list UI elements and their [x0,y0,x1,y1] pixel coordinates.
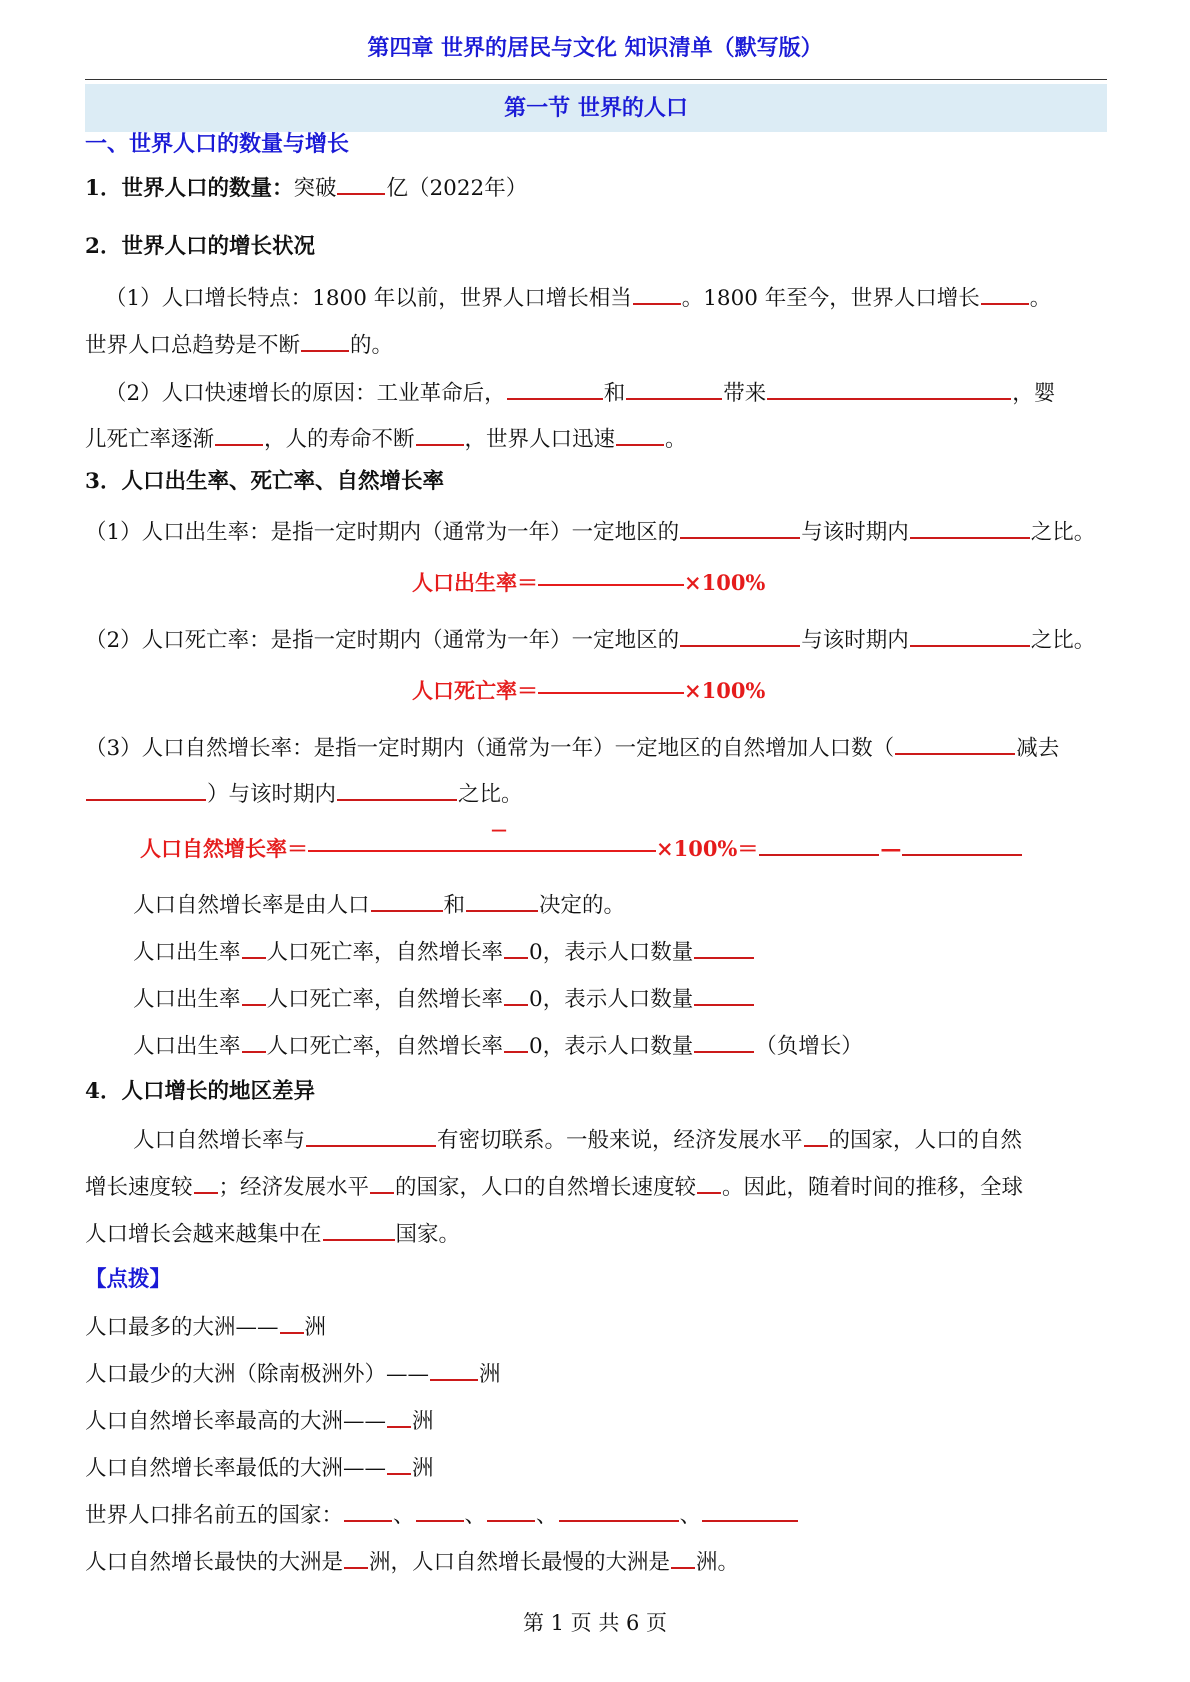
p34-line: 人口自然增长率是由人口 和 决定的。 [133,890,625,921]
birth-rate-formula: 人口出生率＝ ×100% [412,570,766,595]
fill-blank[interactable] [559,1500,679,1522]
p21-line1: （1）人口增长特点：1800 年以前，世界人口增长相当 。1800 年至今，世界人口增长 。 [105,283,1051,314]
fill-blank[interactable] [633,283,681,305]
fill-blank[interactable] [981,283,1029,305]
compare-line-3: 人口出生率 人口死亡率，自然增长率 0，表示人口数量 （负增长） [133,1031,863,1062]
item4-label: 4．人口增长的地区差异 [85,1079,315,1104]
fill-blank[interactable] [387,1453,411,1475]
fill-blank[interactable] [323,1219,395,1241]
fraction-bar [538,692,684,694]
fill-blank[interactable] [387,1406,411,1428]
fill-blank[interactable] [759,834,879,856]
tip-line-1: 人口最多的大洲—— 洲 [85,1312,326,1343]
fill-blank[interactable] [242,1031,266,1053]
fill-blank[interactable] [242,937,266,959]
header-divider [85,79,1107,80]
fill-blank[interactable] [507,378,603,400]
p33-line2: ）与该时期内 之比。 [85,779,523,810]
tip-line-2: 人口最少的大洲（除南极洲外）—— 洲 [85,1359,501,1390]
fill-blank[interactable] [242,984,266,1006]
p21-line2: 世界人口总趋势是不断 的。 [85,330,393,361]
p31-line: （1）人口出生率：是指一定时期内（通常为一年）一定地区的 与该时期内 之比。 [85,517,1095,548]
item1-line: 1．世界人口的数量：突破 亿（2022年） [85,173,527,204]
tip-line-3: 人口自然增长率最高的大洲—— 洲 [85,1406,434,1437]
chapter-title: 第四章 世界的居民与文化 知识清单（默写版） [367,35,823,61]
fill-blank[interactable] [804,1125,828,1147]
part1-heading: 一、世界人口的数量与增长 [85,131,350,157]
fraction-bar [538,584,684,586]
fill-blank[interactable] [504,984,528,1006]
compare-line-1: 人口出生率 人口死亡率，自然增长率 0，表示人口数量 [133,937,755,968]
numerator-minus: — [491,820,507,839]
p41-line1: 人口自然增长率与 有密切联系。一般来说，经济发展水平 的国家，人口的自然 [133,1125,1022,1156]
fill-blank[interactable] [671,1547,695,1569]
item1-label: 1．世界人口的数量： [85,176,294,201]
section-title: 第一节 世界的人口 [85,84,1107,132]
fill-blank[interactable] [371,890,443,912]
fill-blank[interactable] [337,173,385,195]
p32-line: （2）人口死亡率：是指一定时期内（通常为一年）一定地区的 与该时期内 之比。 [85,625,1095,656]
item2-label: 2．世界人口的增长状况 [85,234,315,259]
p41-line3: 人口增长会越来越集中在 国家。 [85,1219,460,1250]
fill-blank[interactable] [504,1031,528,1053]
fill-blank[interactable] [86,779,206,801]
fill-blank[interactable] [416,1500,464,1522]
tips-heading: 【点拨】 [85,1267,172,1292]
fill-blank[interactable] [767,378,1011,400]
fill-blank[interactable] [694,1031,754,1053]
page-footer: 第 1 页 共 6 页 [522,1611,668,1635]
death-rate-formula: 人口死亡率＝ ×100% [412,678,766,703]
fill-blank[interactable] [697,1172,721,1194]
fill-blank[interactable] [694,937,754,959]
fill-blank[interactable] [466,890,538,912]
fill-blank[interactable] [680,625,800,647]
item3-label: 3．人口出生率、死亡率、自然增长率 [85,469,444,494]
fill-blank[interactable] [616,424,664,446]
fill-blank[interactable] [344,1500,392,1522]
fill-blank[interactable] [215,424,263,446]
fill-blank[interactable] [194,1172,218,1194]
fill-blank[interactable] [680,517,800,539]
fill-blank[interactable] [280,1312,304,1334]
p22-line2: 儿死亡率逐渐 ，人的寿命不断 ，世界人口迅速 。 [85,424,687,455]
tip-line-4: 人口自然增长率最低的大洲—— 洲 [85,1453,434,1484]
fill-blank[interactable] [910,625,1030,647]
p22-line1: （2）人口快速增长的原因：工业革命后， 和 带来 ，婴 [105,378,1055,409]
fill-blank[interactable] [337,779,457,801]
fill-blank[interactable] [487,1500,535,1522]
fill-blank[interactable] [694,984,754,1006]
fill-blank[interactable] [895,733,1015,755]
fill-blank[interactable] [370,1172,394,1194]
p41-line2: 增长速度较 ；经济发展水平 的国家，人口的自然增长速度较 。因此，随着时间的推移，全球 [85,1172,1023,1203]
fill-blank[interactable] [344,1547,368,1569]
p33-line1: （3）人口自然增长率：是指一定时期内（通常为一年）一定地区的自然增加人口数（ 减去 [85,733,1059,764]
fill-blank[interactable] [416,424,464,446]
fraction-bar [308,850,656,852]
fill-blank[interactable] [902,834,1022,856]
fill-blank[interactable] [504,937,528,959]
fill-blank[interactable] [430,1359,478,1381]
tip-line-5: 世界人口排名前五的国家： 、 、 、 、 [85,1500,799,1531]
fill-blank[interactable] [301,330,349,352]
fill-blank[interactable] [702,1500,798,1522]
fill-blank[interactable] [306,1125,436,1147]
compare-line-2: 人口出生率 人口死亡率，自然增长率 0，表示人口数量 [133,984,755,1015]
fill-blank[interactable] [626,378,722,400]
fill-blank[interactable] [910,517,1030,539]
tip-line-6: 人口自然增长最快的大洲是 洲，人口自然增长最慢的大洲是 洲。 [85,1547,739,1578]
natural-rate-formula: 人口自然增长率＝ ×100%＝ — [140,834,1023,864]
